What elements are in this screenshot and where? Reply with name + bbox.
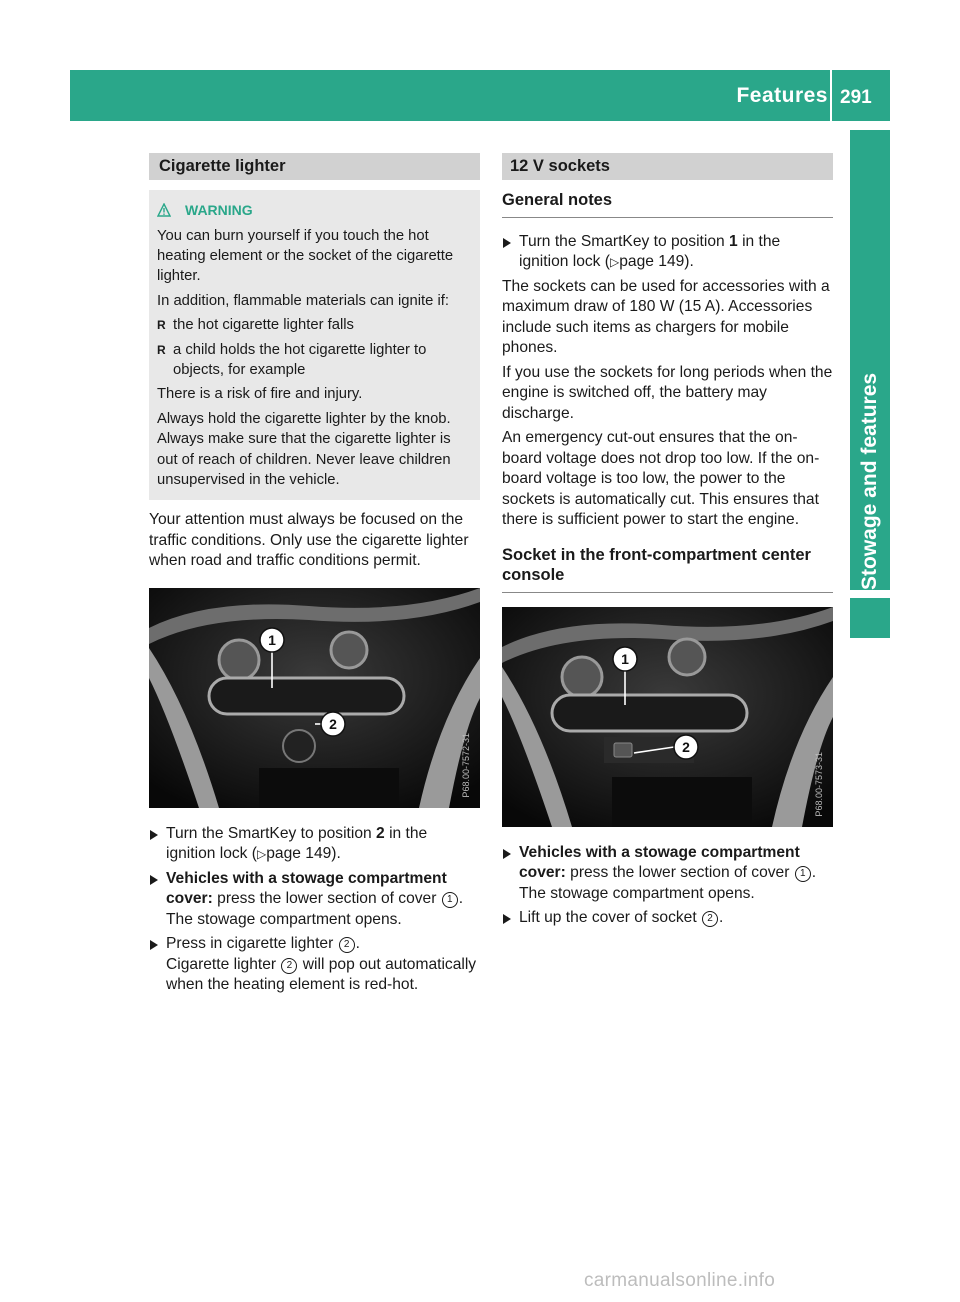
step-text: . [458,890,464,908]
side-tab-marker [850,598,890,638]
callout-ref-2: 2 [339,937,355,953]
step-turn-smartkey-right [502,232,833,273]
step-text: Press in cigarette lighter [166,935,338,953]
side-tab-label: Stowage and features [858,372,881,590]
callout-1: 1 [621,650,629,667]
header-separator [830,70,832,121]
step-stowage-cover [149,869,480,931]
console-illustration [149,588,480,808]
warning-label: WARNING [185,202,253,218]
step-stowage-cover-right [502,843,833,905]
side-tab-label-wrap [850,130,890,590]
attention-paragraph: Your attention must always be focused on the traffic conditions. Only use the cigarette lighter when road and traffic conditions permit. [149,511,469,570]
subheading-general-notes: General notes [502,190,833,218]
header-title: Features [736,83,828,107]
step-lift-socket-cover [502,908,833,929]
step-text: press the lower section of cover [212,890,441,908]
callout-ref-1: 1 [795,866,811,882]
page-ref-arrow-icon: ▷ [257,847,267,862]
warning-heading [157,200,472,221]
warning-bullet: R the hot cigarette lighter falls [157,315,472,335]
sockets-paragraph-3: An emergency cut-out ensures that the on-board voltage does not drop too low. If the on-board voltage is too low, the power to the sockets is automatically cut. This ensures that there is sufficient power to start the engine. [502,429,820,528]
position-number: 2 [376,824,385,842]
step-text: in the ignition lock ( [166,824,428,863]
page-reference-link[interactable]: page 149 [619,253,685,270]
step-text: ). [331,845,341,863]
subheading-front-socket: Socket in the front-compartment center console [502,545,833,593]
socket-photo [502,607,833,827]
right-column [502,153,833,933]
callout-ref-2: 2 [702,911,718,927]
step-text: Lift up the cover of socket [519,909,702,926]
step-condition: Vehicles with a stowage compartment cover: [519,843,800,881]
sockets-paragraph-1: The sockets can be used for accessories with a maximum draw of 180 W (15 A). Accessories include such items as chargers for mobile phones. [502,277,830,356]
step-text: in the ignition lock ( [519,232,781,270]
warning-text-4: Always hold the cigarette lighter by the knob. Always make sure that the cigarette lighter is out of reach of children. Never leave children unsupervised in the vehicle. [157,410,451,488]
step-text: Turn the SmartKey to position [166,824,377,842]
sockets-paragraph-2: If you use the sockets for long periods when the engine is switched off, the battery may discharge. [502,363,833,422]
page-ref-arrow-icon: ▷ [610,255,620,269]
step-text: . [355,935,360,953]
step-result: The stowage compartment opens. [166,910,402,928]
watermark: carmanualsonline.info [584,1270,776,1291]
callout-ref-2: 2 [281,958,297,974]
photo-code: P68.00-7573-31 [813,751,824,817]
step-result: will pop out automatically when the heating element is red-hot. [166,955,477,994]
warning-bullet: R a child holds the hot cigarette lighter to objects, for example [157,340,472,381]
warning-text-3: There is a risk of fire and injury. [157,386,363,403]
callout-1: 1 [268,631,276,648]
step-text: Turn the SmartKey to position [519,232,730,250]
warning-text-1: You can burn yourself if you touch the hot heating element or the socket of the cigarette lighter. [157,227,454,285]
section-title-cigarette-lighter: Cigarette lighter [149,153,480,180]
step-press-lighter [149,934,480,996]
warning-list [157,315,472,380]
header-title-wrap [700,70,828,121]
callout-ref-1: 1 [442,892,458,908]
page-reference-link[interactable]: page 149 [266,845,332,863]
step-text: . [719,909,724,926]
step-turn-smartkey [149,824,480,865]
step-condition: Vehicles with a stowage compartment cover: [166,869,447,908]
callout-2: 2 [329,715,337,732]
page-number: 291 [840,87,872,108]
callout-2: 2 [682,738,690,755]
step-result: The stowage compartment opens. [519,884,755,902]
warning-text-2: In addition, flammable materials can ignite if: [157,292,449,309]
step-result: Cigarette lighter [166,955,281,973]
section-title-12v-sockets: 12 V sockets [502,153,833,180]
step-text: . [811,864,817,881]
photo-code: P68.00-7572-31 [460,733,471,798]
warning-box [149,190,480,500]
step-text: press the lower section of cover [565,864,794,881]
left-column [149,153,480,1000]
warning-triangle-icon [157,203,171,217]
position-number: 1 [729,232,738,250]
cigarette-lighter-photo [149,588,480,808]
step-text: ). [684,253,694,270]
console-illustration [502,607,833,827]
